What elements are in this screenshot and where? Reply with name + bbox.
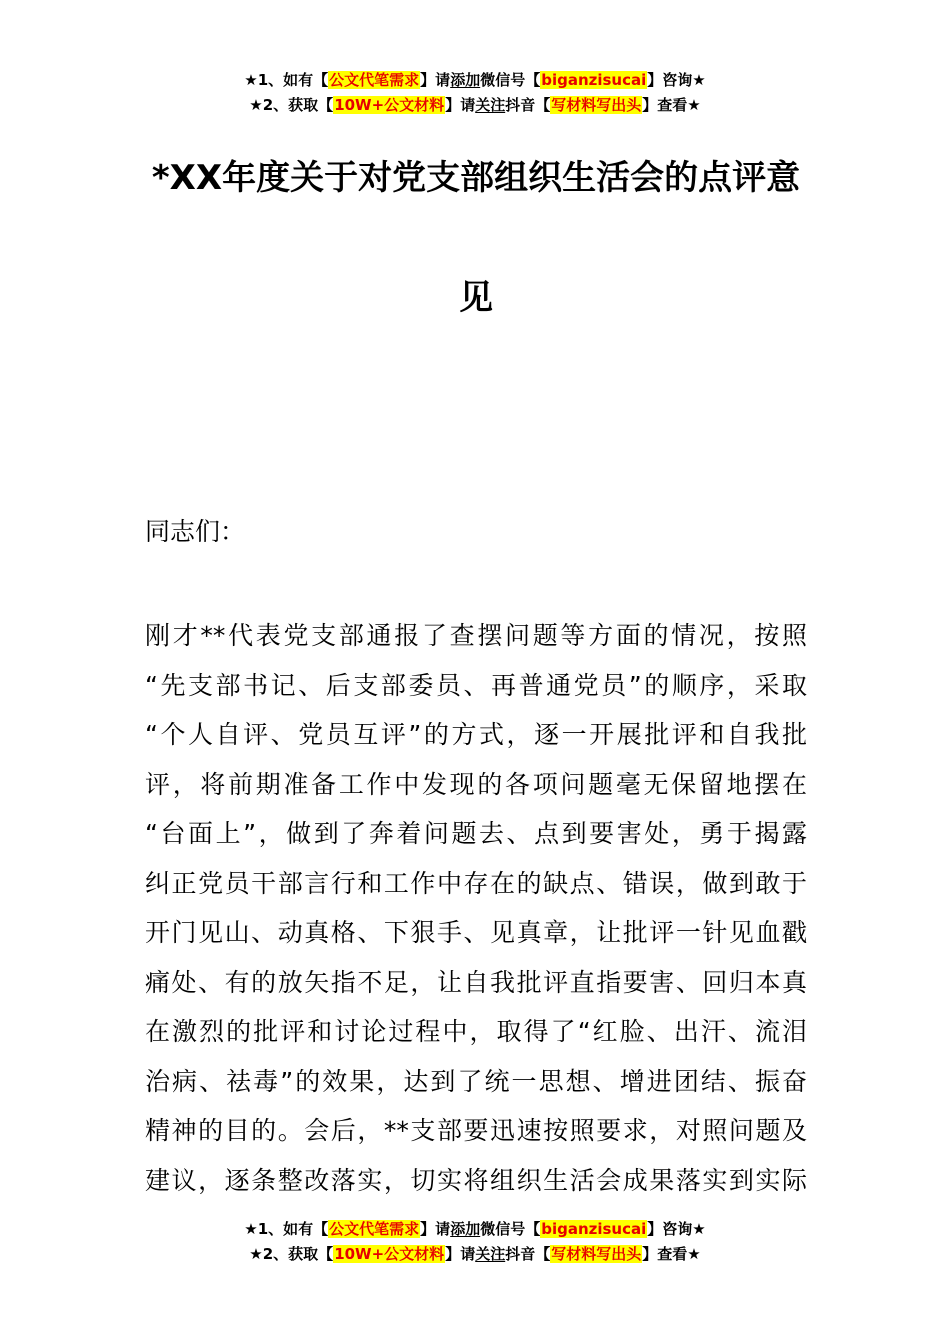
body-line: “台面上”，做到了奔着问题去、点到要害处，勇于揭露 xyxy=(145,819,807,848)
ad-highlight-service: 公文代笔需求 xyxy=(329,1220,420,1238)
ad-line-2 xyxy=(0,93,950,118)
body-paragraph xyxy=(145,611,807,1205)
ad-banner-top xyxy=(0,68,950,118)
body-line: “个人自评、党员互评”的方式，逐一开展批评和自我批 xyxy=(145,720,807,749)
ad-text: 】查看★ xyxy=(642,1245,701,1263)
ad-text: ★2、获取【 xyxy=(249,1245,334,1263)
ad-text: 】咨询★ xyxy=(647,1220,706,1238)
salutation: 同志们： xyxy=(145,517,246,546)
body-line: 治病、祛毒”的效果，达到了统一思想、增进团结、振奋 xyxy=(145,1066,807,1096)
ad-text: ★1、如有【 xyxy=(244,71,329,89)
body-line: 痛处、有的放矢指不足，让自我批评直指要害、回归本真 xyxy=(145,967,807,997)
ad-highlight-materials: 10W+公文材料 xyxy=(334,96,445,114)
ad-text: 抖音【 xyxy=(505,1245,551,1263)
ad-text: 微信号【 xyxy=(480,71,541,89)
ad-underlined-text: 添加 xyxy=(450,1220,481,1238)
ad-text: 】请 xyxy=(420,71,451,89)
ad-underlined-text: 关注 xyxy=(475,1245,506,1263)
ad-highlight-douyin-account: 写材料写出头 xyxy=(551,96,642,114)
ad-line-2 xyxy=(0,1242,950,1267)
body-line: 评，将前期准备工作中发现的各项问题毫无保留地摆在 xyxy=(145,769,807,799)
ad-line-1 xyxy=(0,68,950,93)
ad-highlight-materials: 10W+公文材料 xyxy=(334,1245,445,1263)
ad-highlight-service: 公文代笔需求 xyxy=(329,71,420,89)
body-line: 刚才**代表党支部通报了查摆问题等方面的情况，按照 xyxy=(145,621,807,650)
ad-text: 】请 xyxy=(445,96,476,114)
ad-line-1 xyxy=(0,1217,950,1242)
body-line: 纠正党员干部言行和工作中存在的缺点、错误，做到敢于 xyxy=(145,868,807,898)
ad-text: 抖音【 xyxy=(505,96,551,114)
ad-text: 微信号【 xyxy=(480,1220,541,1238)
ad-text: ★2、获取【 xyxy=(249,96,334,114)
ad-highlight-wechat-id: biganzisucai xyxy=(541,71,647,89)
ad-highlight-wechat-id: biganzisucai xyxy=(541,1220,647,1238)
ad-underlined-text: 关注 xyxy=(475,96,506,114)
body-line: 精神的目的。会后，**支部要迅速按照要求，对照问题及 xyxy=(145,1116,807,1145)
document-title: *XX年度关于对党支部组织生活会的点评意 xyxy=(151,158,801,198)
ad-text: 】咨询★ xyxy=(647,71,706,89)
ad-text: 】查看★ xyxy=(642,96,701,114)
body-line: 开门见山、动真格、下狠手、见真章，让批评一针见血戳 xyxy=(145,918,807,947)
ad-text: 】请 xyxy=(445,1245,476,1263)
ad-text: ★1、如有【 xyxy=(244,1220,329,1238)
ad-underlined-text: 添加 xyxy=(450,71,481,89)
document-title-continued: 见 xyxy=(459,278,493,318)
body-line: 建议，逐条整改落实，切实将组织生活会成果落实到实际 xyxy=(145,1165,807,1195)
ad-highlight-douyin-account: 写材料写出头 xyxy=(551,1245,642,1263)
ad-text: 】请 xyxy=(420,1220,451,1238)
body-line: “先支部书记、后支部委员、再普通党员”的顺序，采取 xyxy=(145,670,807,700)
body-line: 在激烈的批评和讨论过程中，取得了“红脸、出汗、流泪 xyxy=(145,1017,807,1046)
ad-banner-bottom xyxy=(0,1217,950,1267)
